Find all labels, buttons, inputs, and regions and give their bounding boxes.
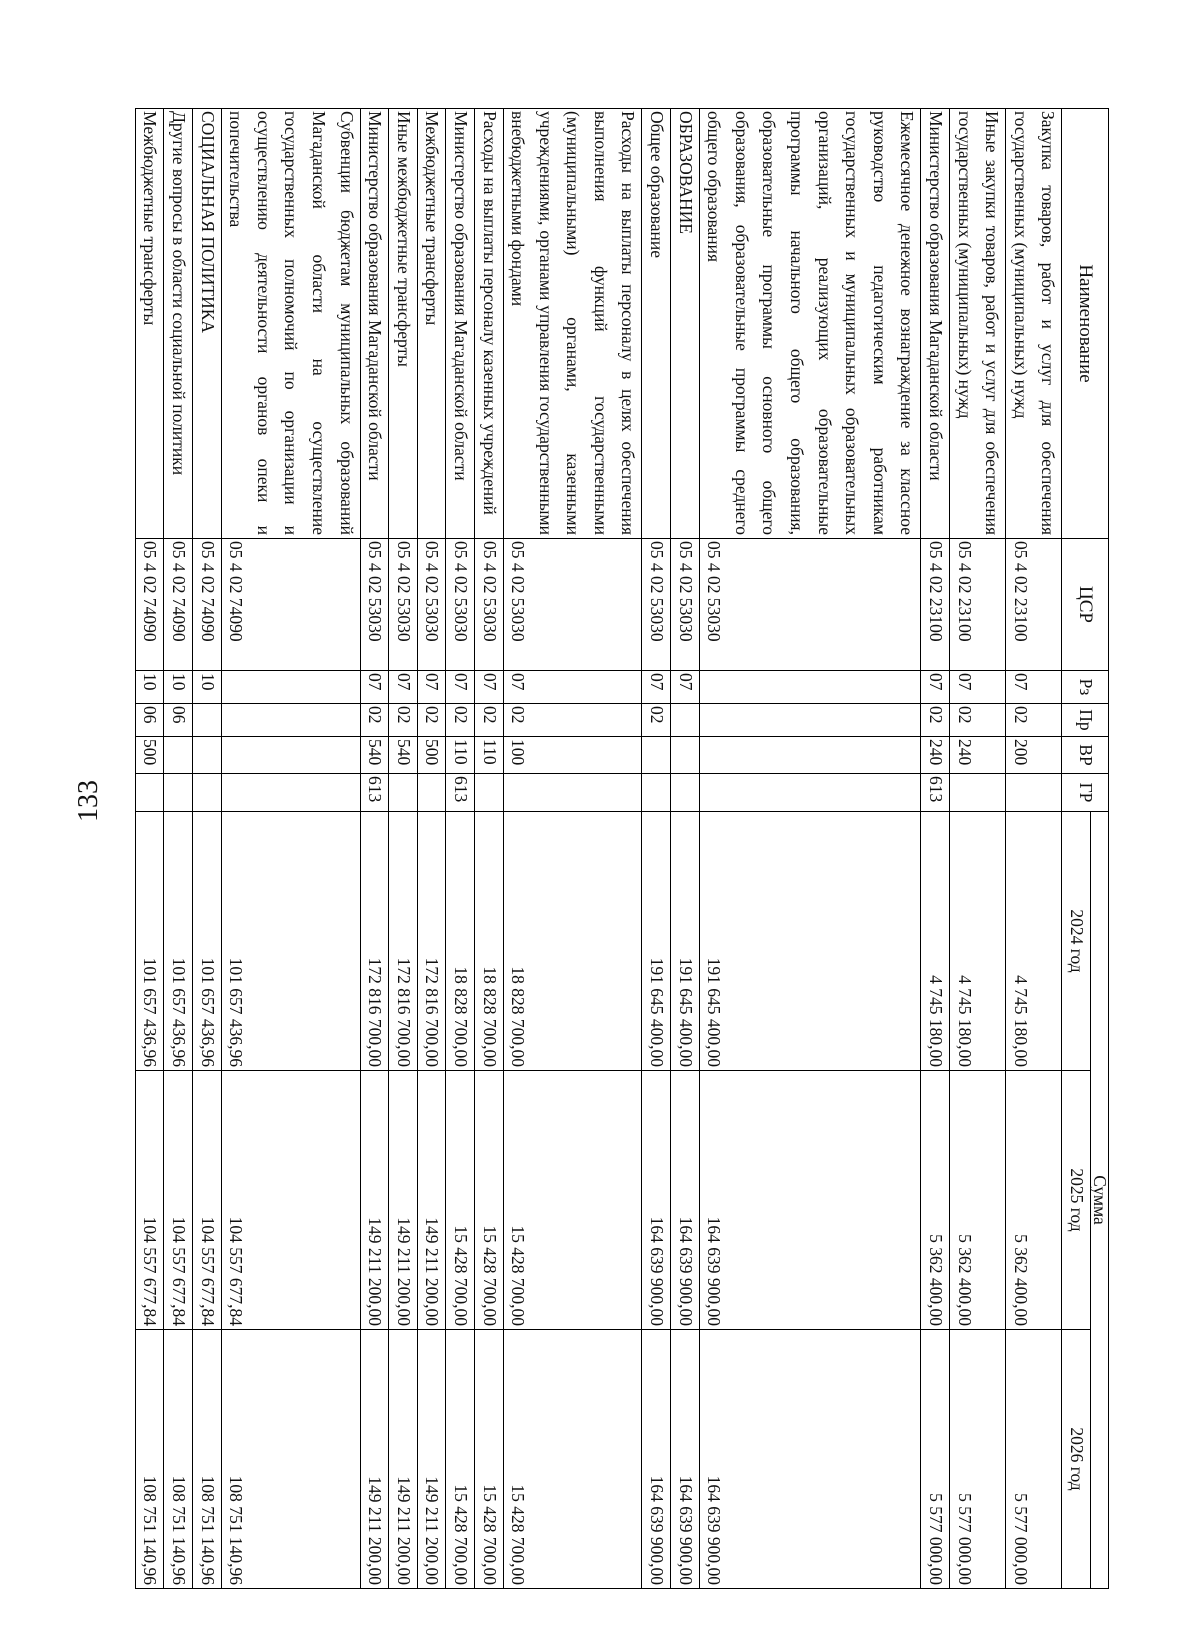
table-row	[699, 109, 921, 1589]
vr-cell: 100	[503, 737, 642, 774]
rz-cell	[699, 671, 921, 704]
pr-cell: 02	[446, 704, 475, 737]
table-row	[921, 109, 950, 1589]
sum-2026-cell: 5 577 000,00	[921, 1330, 950, 1589]
name-cell: ОБРАЗОВАНИЕ	[671, 109, 700, 539]
vr-cell	[164, 737, 193, 774]
rz-cell: 07	[503, 671, 642, 704]
pr-cell: 02	[921, 704, 950, 737]
csr-cell: 05 4 02 23100	[921, 539, 950, 671]
vr-cell: 110	[446, 737, 475, 774]
table-row	[1006, 109, 1062, 1589]
sum-2024-cell: 172 816 700,00	[389, 812, 418, 1071]
pr-cell: 06	[164, 704, 193, 737]
csr-cell: 05 4 02 53030	[671, 539, 700, 671]
sum-2025-cell: 104 557 677,84	[164, 1071, 193, 1330]
sum-2025-cell: 164 639 900,00	[671, 1071, 700, 1330]
sum-2024-cell: 172 816 700,00	[360, 812, 389, 1071]
gr-cell	[671, 774, 700, 812]
vr-cell: 500	[135, 737, 164, 774]
name-cell: СОЦИАЛЬНАЯ ПОЛИТИКА	[193, 109, 222, 539]
budget-table	[135, 108, 1109, 1589]
rz-cell: 07	[921, 671, 950, 704]
sum-2025-cell: 5 362 400,00	[1006, 1071, 1062, 1330]
vr-cell: 540	[360, 737, 389, 774]
sum-2025-cell: 15 428 700,00	[503, 1071, 642, 1330]
table-body	[135, 109, 1062, 1589]
csr-cell: 05 4 02 53030	[699, 539, 921, 671]
gr-cell	[503, 774, 642, 812]
csr-cell: 05 4 02 74090	[193, 539, 222, 671]
header-sum: Сумма	[1091, 812, 1109, 1589]
header-pr: Пр	[1062, 704, 1109, 737]
sum-2026-cell: 164 639 900,00	[642, 1330, 671, 1589]
gr-cell	[950, 774, 1006, 812]
name-cell: Иные закупки товаров, работ и услуг для обеспечения государственных (муниципальных) нужд	[950, 109, 1006, 539]
pr-cell: 02	[389, 704, 418, 737]
sum-2024-cell: 4 745 180,00	[950, 812, 1006, 1071]
budget-table-sheet	[135, 108, 1109, 1588]
sum-2026-cell: 15 428 700,00	[474, 1330, 503, 1589]
vr-cell	[221, 737, 360, 774]
header-csr: ЦСР	[1062, 539, 1109, 671]
rz-cell: 07	[950, 671, 1006, 704]
pr-cell	[193, 704, 222, 737]
csr-cell: 05 4 02 23100	[950, 539, 1006, 671]
table-row	[642, 109, 671, 1589]
header-2026: 2026 год	[1062, 1330, 1091, 1589]
gr-cell	[1006, 774, 1062, 812]
table-row	[474, 109, 503, 1589]
sum-2024-cell: 4 745 180,00	[1006, 812, 1062, 1071]
sum-2026-cell: 108 751 140,96	[164, 1330, 193, 1589]
csr-cell: 05 4 02 53030	[642, 539, 671, 671]
gr-cell: 613	[360, 774, 389, 812]
name-cell: Расходы на выплаты персоналу казенных учреждений	[474, 109, 503, 539]
pr-cell	[699, 704, 921, 737]
sum-2025-cell: 164 639 900,00	[699, 1071, 921, 1330]
sum-2026-cell: 149 211 200,00	[360, 1330, 389, 1589]
vr-cell	[699, 737, 921, 774]
sum-2024-cell: 191 645 400,00	[699, 812, 921, 1071]
sum-2026-cell: 108 751 140,96	[193, 1330, 222, 1589]
name-cell: Ежемесячное денежное вознаграждение за классное руководство педагогическим работникам государственных и муниципальных образовательных организаций, реализующих образовательные программы начального общего образования, образовательные программы основного общего образования, образовательные программы среднего общего образования	[699, 109, 921, 539]
sum-2026-cell: 15 428 700,00	[503, 1330, 642, 1589]
sum-2026-cell: 149 211 200,00	[389, 1330, 418, 1589]
table-row	[389, 109, 418, 1589]
header-vr: ВР	[1062, 737, 1109, 774]
gr-cell: 613	[446, 774, 475, 812]
table-row	[417, 109, 446, 1589]
gr-cell	[642, 774, 671, 812]
name-cell: Межбюджетные трансферты	[417, 109, 446, 539]
gr-cell	[474, 774, 503, 812]
table-row	[950, 109, 1006, 1589]
pr-cell: 02	[503, 704, 642, 737]
sum-2026-cell: 164 639 900,00	[699, 1330, 921, 1589]
sum-2024-cell: 101 657 436,96	[193, 812, 222, 1071]
rz-cell: 07	[1006, 671, 1062, 704]
pr-cell	[671, 704, 700, 737]
sum-2025-cell: 104 557 677,84	[135, 1071, 164, 1330]
vr-cell	[193, 737, 222, 774]
sum-2025-cell: 149 211 200,00	[360, 1071, 389, 1330]
table-row	[135, 109, 164, 1589]
vr-cell	[671, 737, 700, 774]
rz-cell	[221, 671, 360, 704]
csr-cell: 05 4 02 23100	[1006, 539, 1062, 671]
sum-2025-cell: 5 362 400,00	[950, 1071, 1006, 1330]
gr-cell	[699, 774, 921, 812]
gr-cell: 613	[921, 774, 950, 812]
header-2024: 2024 год	[1062, 812, 1091, 1071]
pr-cell: 06	[135, 704, 164, 737]
sum-2025-cell: 15 428 700,00	[446, 1071, 475, 1330]
sum-2025-cell: 15 428 700,00	[474, 1071, 503, 1330]
rz-cell: 10	[193, 671, 222, 704]
rz-cell: 07	[474, 671, 503, 704]
csr-cell: 05 4 02 74090	[164, 539, 193, 671]
sum-2026-cell: 108 751 140,96	[135, 1330, 164, 1589]
name-cell: Министерство образования Магаданской области	[921, 109, 950, 539]
sum-2026-cell: 149 211 200,00	[417, 1330, 446, 1589]
vr-cell	[642, 737, 671, 774]
page-number: 133	[73, 780, 104, 822]
pr-cell	[221, 704, 360, 737]
rz-cell: 07	[360, 671, 389, 704]
table-row	[446, 109, 475, 1589]
gr-cell	[193, 774, 222, 812]
table-row	[221, 109, 360, 1589]
table-row	[164, 109, 193, 1589]
sum-2024-cell: 4 745 180,00	[921, 812, 950, 1071]
vr-cell: 500	[417, 737, 446, 774]
sum-2024-cell: 101 657 436,96	[135, 812, 164, 1071]
rz-cell: 07	[446, 671, 475, 704]
csr-cell: 05 4 02 53030	[474, 539, 503, 671]
pr-cell: 02	[417, 704, 446, 737]
name-cell: Иные межбюджетные трансферты	[389, 109, 418, 539]
sum-2025-cell: 149 211 200,00	[417, 1071, 446, 1330]
sum-2024-cell: 191 645 400,00	[642, 812, 671, 1071]
sum-2026-cell: 5 577 000,00	[1006, 1330, 1062, 1589]
header-gr: ГР	[1062, 774, 1109, 812]
sum-2024-cell: 101 657 436,96	[164, 812, 193, 1071]
name-cell: Другие вопросы в области социальной политики	[164, 109, 193, 539]
rz-cell: 07	[417, 671, 446, 704]
vr-cell: 540	[389, 737, 418, 774]
vr-cell: 240	[921, 737, 950, 774]
sum-2024-cell: 101 657 436,96	[221, 812, 360, 1071]
table-row	[360, 109, 389, 1589]
table-row	[671, 109, 700, 1589]
sum-2024-cell: 18 828 700,00	[474, 812, 503, 1071]
gr-cell	[389, 774, 418, 812]
sum-2026-cell: 5 577 000,00	[950, 1330, 1006, 1589]
header-name: Наименование	[1062, 109, 1109, 539]
pr-cell: 02	[1006, 704, 1062, 737]
rz-cell: 07	[389, 671, 418, 704]
sum-2024-cell: 18 828 700,00	[446, 812, 475, 1071]
name-cell: Общее образование	[642, 109, 671, 539]
gr-cell	[221, 774, 360, 812]
sum-2026-cell: 164 639 900,00	[671, 1330, 700, 1589]
csr-cell: 05 4 02 53030	[446, 539, 475, 671]
name-cell: Субвенции бюджетам муниципальных образований Магаданской области на осуществление государственных полномочий по организации и осуществлению деятельности органов опеки и попечительства	[221, 109, 360, 539]
vr-cell: 200	[1006, 737, 1062, 774]
sum-2025-cell: 104 557 677,84	[193, 1071, 222, 1330]
gr-cell	[417, 774, 446, 812]
rz-cell: 10	[135, 671, 164, 704]
name-cell: Расходы на выплаты персоналу в целях обеспечения выполнения функций государственными (муниципальными) органами, казенными учреждениями, органами управления государственными внебюджетными фондами	[503, 109, 642, 539]
name-cell: Министерство образования Магаданской области	[360, 109, 389, 539]
header-row-top	[1091, 109, 1109, 1589]
sum-2024-cell: 172 816 700,00	[417, 812, 446, 1071]
rz-cell: 07	[671, 671, 700, 704]
sum-2026-cell: 108 751 140,96	[221, 1330, 360, 1589]
sum-2024-cell: 18 828 700,00	[503, 812, 642, 1071]
rz-cell: 10	[164, 671, 193, 704]
csr-cell: 05 4 02 74090	[135, 539, 164, 671]
sum-2025-cell: 149 211 200,00	[389, 1071, 418, 1330]
csr-cell: 05 4 02 53030	[389, 539, 418, 671]
csr-cell: 05 4 02 53030	[360, 539, 389, 671]
sum-2025-cell: 104 557 677,84	[221, 1071, 360, 1330]
pr-cell: 02	[642, 704, 671, 737]
sum-2026-cell: 15 428 700,00	[446, 1330, 475, 1589]
sum-2025-cell: 5 362 400,00	[921, 1071, 950, 1330]
gr-cell	[135, 774, 164, 812]
name-cell: Межбюджетные трансферты	[135, 109, 164, 539]
gr-cell	[164, 774, 193, 812]
rz-cell: 07	[642, 671, 671, 704]
table-row	[193, 109, 222, 1589]
name-cell: Министерство образования Магаданской области	[446, 109, 475, 539]
table-row	[503, 109, 642, 1589]
pr-cell: 02	[360, 704, 389, 737]
header-2025: 2025 год	[1062, 1071, 1091, 1330]
sum-2024-cell: 191 645 400,00	[671, 812, 700, 1071]
sum-2025-cell: 164 639 900,00	[642, 1071, 671, 1330]
name-cell: Закупка товаров, работ и услуг для обеспечения государственных (муниципальных) нужд	[1006, 109, 1062, 539]
csr-cell: 05 4 02 53030	[417, 539, 446, 671]
csr-cell: 05 4 02 53030	[503, 539, 642, 671]
header-rz: Рз	[1062, 671, 1109, 704]
pr-cell: 02	[950, 704, 1006, 737]
pr-cell: 02	[474, 704, 503, 737]
vr-cell: 110	[474, 737, 503, 774]
csr-cell: 05 4 02 74090	[221, 539, 360, 671]
vr-cell: 240	[950, 737, 1006, 774]
